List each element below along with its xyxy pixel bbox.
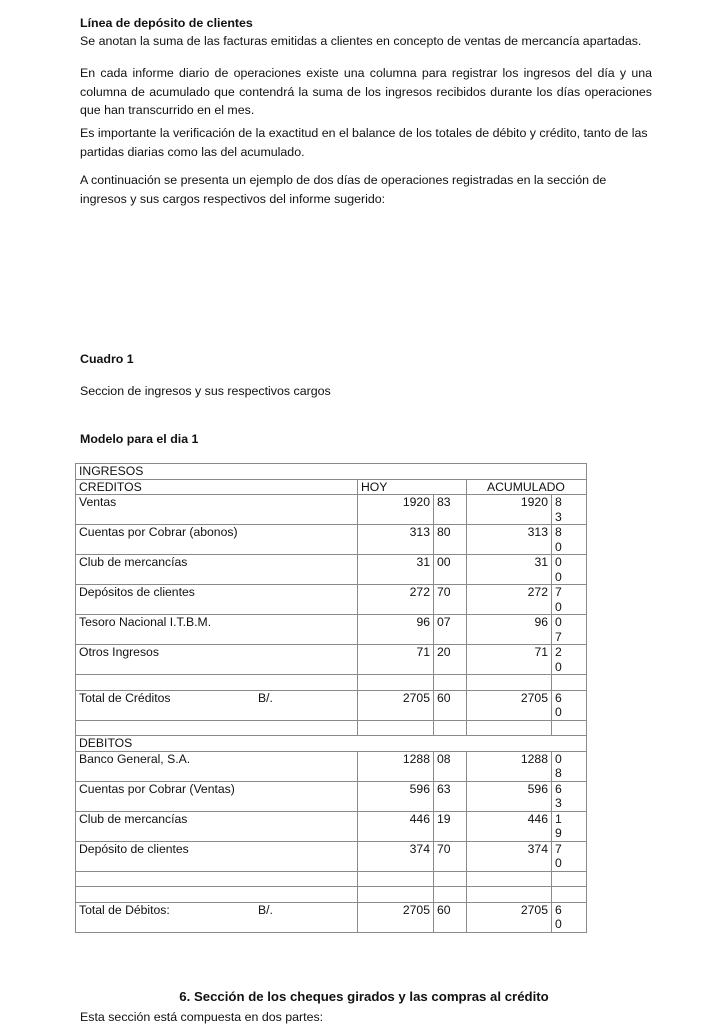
table-row: [76, 645, 587, 675]
hoy-value: 96: [358, 615, 434, 645]
empty-cell: [467, 720, 552, 736]
cents-digit: 0: [555, 599, 562, 614]
acumulado-cents: [552, 811, 587, 841]
acumulado-cents: [552, 781, 587, 811]
acumulado-cents: [552, 495, 587, 525]
model-title: Modelo para el dia 1: [80, 432, 199, 446]
hoy-cents: 70: [434, 585, 467, 615]
empty-cell: [467, 675, 552, 691]
empty-cell: [552, 720, 587, 736]
cents-digit: 3: [555, 509, 562, 524]
acumulado-value: 374: [467, 841, 552, 871]
cents-digit: 7: [555, 585, 562, 599]
table-row: [76, 464, 587, 480]
empty-cell: [434, 720, 467, 736]
empty-cell: [434, 887, 467, 903]
acumulado-value: 446: [467, 811, 552, 841]
acumulado-value: 2705: [467, 902, 552, 932]
row-label: Otros Ingresos: [76, 645, 358, 675]
cents-digit: 9: [555, 826, 562, 840]
total-label: Total de Débitos:: [79, 902, 170, 917]
empty-cell: [467, 871, 552, 887]
cents-digit: 0: [555, 856, 562, 870]
row-label: Cuentas por Cobrar (Ventas): [76, 781, 358, 811]
acumulado-value: 1288: [467, 751, 552, 781]
hoy-cents: 70: [434, 841, 467, 871]
acumulado-cents: [552, 902, 587, 932]
hoy-cents: 19: [434, 811, 467, 841]
acumulado-value: 1920: [467, 495, 552, 525]
row-label: [76, 690, 358, 720]
acumulado-cents: [552, 585, 587, 615]
empty-cell: [358, 675, 434, 691]
creditos-label: CREDITOS: [76, 479, 358, 495]
empty-cell: [76, 871, 358, 887]
cents-digit: 8: [555, 766, 562, 780]
row-label: Cuentas por Cobrar (abonos): [76, 525, 358, 555]
table-row: [76, 615, 587, 645]
hoy-header: HOY: [358, 479, 467, 495]
hoy-cents: 00: [434, 555, 467, 585]
empty-cell: [434, 871, 467, 887]
paragraph-accumulated: En cada informe diario de operaciones existe una columna para registrar los ingresos del día y una columna de acumulado que contendrá la suma de los ingresos recibidos durante los días operaciones que han transcurrido en el mes.: [80, 66, 652, 117]
row-label: Club de mercancías: [76, 811, 358, 841]
empty-cell: [434, 675, 467, 691]
hoy-cents: 63: [434, 781, 467, 811]
acumulado-value: 2705: [467, 690, 552, 720]
empty-cell: [552, 871, 587, 887]
table-row: [76, 841, 587, 871]
hoy-value: 446: [358, 811, 434, 841]
acumulado-value: 96: [467, 615, 552, 645]
cents-digit: 1: [555, 811, 562, 826]
paragraph-verification: Es importante la verificación de la exactitud en el balance de los totales de débito y crédito, tanto de las partidas diarias como las del acumulado.: [80, 126, 648, 159]
section-6-heading: 6. Sección de los cheques girados y las compras al crédito: [179, 989, 549, 1005]
acumulado-cents: [552, 690, 587, 720]
empty-cell: [467, 887, 552, 903]
paragraph-example: A continuación se presenta un ejemplo de dos días de operaciones registradas en la sección de ingresos y sus cargos respectivos del informe sugerido:: [80, 173, 607, 206]
hoy-cents: 60: [434, 690, 467, 720]
hoy-cents: 08: [434, 751, 467, 781]
table-row: [76, 902, 587, 932]
row-label: Ventas: [76, 495, 358, 525]
ledger-table: [75, 463, 587, 933]
ingresos-label: INGRESOS: [76, 464, 587, 480]
row-label: Club de mercancías: [76, 555, 358, 585]
cents-digit: 0: [555, 615, 562, 629]
table-row: [76, 525, 587, 555]
table-row: [76, 479, 587, 495]
cuadro-title: Cuadro 1: [80, 352, 134, 366]
hoy-value: 313: [358, 525, 434, 555]
table-row: [76, 736, 587, 752]
acumulado-value: 71: [467, 645, 552, 675]
cents-digit: 0: [555, 555, 562, 569]
row-label: Depósitos de clientes: [76, 585, 358, 615]
acumulado-cents: [552, 615, 587, 645]
cents-digit: 8: [555, 525, 562, 539]
table-row: [76, 751, 587, 781]
hoy-value: 272: [358, 585, 434, 615]
hoy-value: 2705: [358, 690, 434, 720]
acumulado-value: 272: [467, 585, 552, 615]
cents-digit: 8: [555, 495, 562, 509]
table-row: [76, 555, 587, 585]
cents-digit: 0: [555, 569, 562, 584]
cents-digit: 6: [555, 781, 562, 796]
hoy-cents: 80: [434, 525, 467, 555]
cents-digit: 6: [555, 902, 562, 917]
row-label: [76, 902, 358, 932]
hoy-cents: 60: [434, 902, 467, 932]
empty-cell: [76, 675, 358, 691]
hoy-cents: 20: [434, 645, 467, 675]
cents-digit: 0: [555, 917, 562, 931]
intro-line: Se anotan la suma de las facturas emitidas a clientes en concepto de ventas de mercancía apartadas.: [80, 34, 642, 48]
cents-digit: 7: [555, 629, 562, 644]
empty-cell: [358, 720, 434, 736]
hoy-value: 596: [358, 781, 434, 811]
table-row: [76, 495, 587, 525]
table-row: [76, 781, 587, 811]
acumulado-value: 313: [467, 525, 552, 555]
currency-symbol: B/.: [258, 902, 273, 917]
acumulado-cents: [552, 525, 587, 555]
cents-digit: 7: [555, 841, 562, 856]
cents-digit: 2: [555, 645, 562, 659]
hoy-value: 71: [358, 645, 434, 675]
acumulado-cents: [552, 841, 587, 871]
cents-digit: 0: [555, 539, 562, 554]
currency-symbol: B/.: [258, 690, 273, 705]
table-row: [76, 811, 587, 841]
hoy-value: 374: [358, 841, 434, 871]
empty-cell: [76, 887, 358, 903]
acumulado-cents: [552, 645, 587, 675]
empty-cell: [552, 887, 587, 903]
table-row: [76, 585, 587, 615]
cents-digit: 0: [555, 705, 562, 719]
debitos-label: DEBITOS: [76, 736, 587, 752]
total-label: Total de Créditos: [79, 690, 171, 705]
empty-cell: [358, 871, 434, 887]
row-label: Tesoro Nacional I.T.B.M.: [76, 615, 358, 645]
acumulado-value: 596: [467, 781, 552, 811]
empty-row: [76, 720, 587, 736]
cuadro-subtitle: Seccion de ingresos y sus respectivos cargos: [80, 384, 331, 398]
hoy-value: 31: [358, 555, 434, 585]
empty-cell: [358, 887, 434, 903]
row-label: Depósito de clientes: [76, 841, 358, 871]
empty-row: [76, 871, 587, 887]
empty-row: [76, 675, 587, 691]
hoy-value: 1288: [358, 751, 434, 781]
hoy-value: 2705: [358, 902, 434, 932]
cents-digit: 3: [555, 796, 562, 810]
cents-digit: 0: [555, 751, 562, 766]
cents-digit: 6: [555, 690, 562, 705]
empty-cell: [552, 675, 587, 691]
cents-digit: 0: [555, 659, 562, 674]
hoy-cents: 83: [434, 495, 467, 525]
acumulado-cents: [552, 555, 587, 585]
table-row: [76, 690, 587, 720]
empty-cell: [76, 720, 358, 736]
section-heading: Línea de depósito de clientes: [80, 16, 253, 30]
row-label: Banco General, S.A.: [76, 751, 358, 781]
section-6-intro: Esta sección está compuesta en dos partes:: [80, 1010, 324, 1024]
hoy-cents: 07: [434, 615, 467, 645]
acumulado-cents: [552, 751, 587, 781]
hoy-value: 1920: [358, 495, 434, 525]
acumulado-header: ACUMULADO: [467, 479, 587, 495]
acumulado-value: 31: [467, 555, 552, 585]
empty-row: [76, 887, 587, 903]
